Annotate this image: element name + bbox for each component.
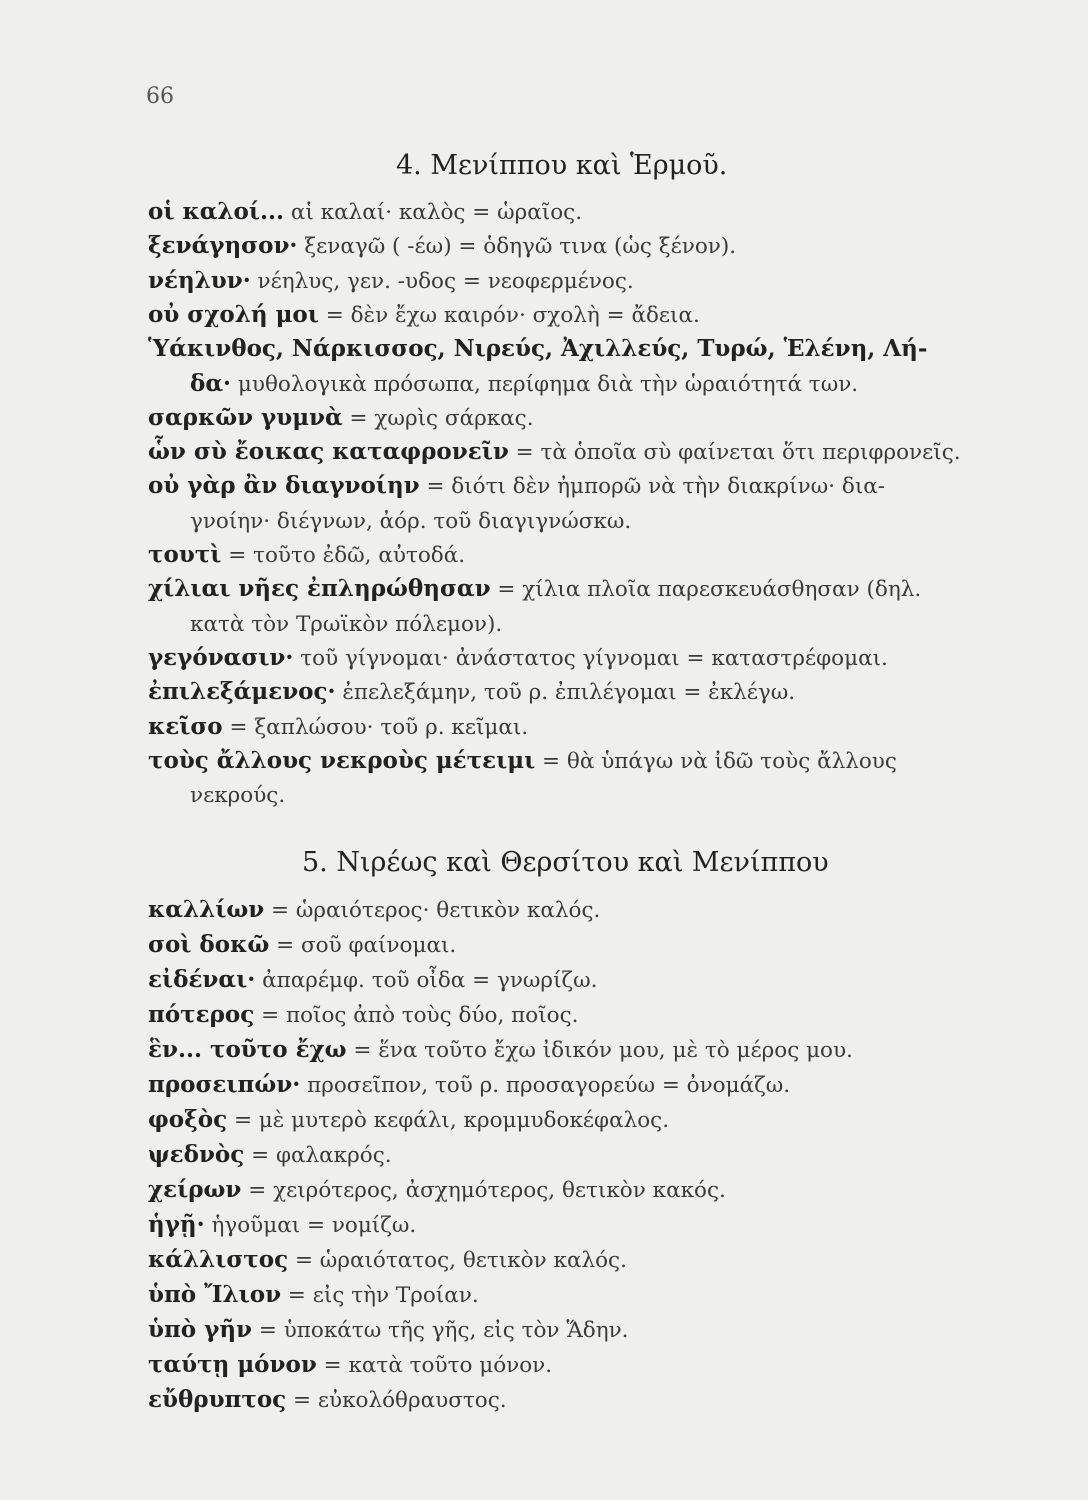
lemma: ἓν... τοῦτο ἔχω: [148, 1036, 347, 1063]
gloss-text: = εἰς τὴν Τροίαν.: [281, 1283, 479, 1308]
gloss-entry: [148, 1388, 507, 1412]
gloss-text: ἀπαρέμφ. τοῦ οἶδα = γνωρίζω.: [255, 968, 598, 993]
gloss-text: = μὲ μυτερὸ κεφάλι, κρομμυδοκέφαλος.: [227, 1108, 670, 1133]
gloss-entry: [148, 1353, 552, 1377]
lemma: γεγόνασιν·: [148, 643, 294, 671]
gloss-text: νέηλυς, γεν. -υδος = νεοφερμένος.: [250, 268, 634, 294]
gloss-entry: [148, 337, 927, 361]
gloss-entry: [148, 543, 465, 567]
lemma: φοξὸς: [148, 1106, 228, 1133]
gloss-entry: [148, 712, 529, 740]
gloss-entry: [190, 783, 285, 807]
gloss-text: = φαλακρός.: [244, 1143, 392, 1168]
gloss-text: = εὐκολόθραυστος.: [286, 1388, 507, 1413]
section-title: 5. Νιρέως καὶ Θερσίτου καὶ Μενίππου: [302, 847, 829, 878]
gloss-entry: [148, 1003, 578, 1027]
gloss-text: = ἕνα τοῦτο ἔχω ἰδικόν μου, μὲ τὸ μέρος μου.: [346, 1038, 853, 1063]
gloss-entry: [148, 266, 634, 294]
gloss-text: = ὑποκάτω τῆς γῆς, εἰς τὸν Ἅδην.: [252, 1318, 629, 1343]
gloss-entry: [148, 1213, 416, 1237]
gloss-entry: [148, 1248, 627, 1272]
gloss-entry: [148, 1318, 628, 1342]
gloss-entry: [148, 474, 885, 498]
gloss-text: = ξαπλώσου· τοῦ ρ. κεῖμαι.: [222, 714, 529, 740]
gloss-entry: [190, 612, 502, 636]
gloss-text: = χίλια πλοῖα παρεσκευάσθησαν (δηλ.: [490, 577, 922, 603]
gloss-entry: [148, 403, 534, 431]
page-number: 66: [146, 84, 174, 109]
gloss-entry: [148, 968, 598, 992]
lemma: χείρων: [148, 1176, 242, 1203]
gloss-text: = τὰ ὁποῖα σὺ φαίνεται ὅτι περιφρονεῖς.: [508, 440, 961, 466]
lemma: οὐ σχολή μοι: [148, 300, 319, 328]
gloss-text: προσεῖπον, τοῦ ρ. προσαγορεύω = ὀνομάζω.: [300, 1073, 791, 1098]
section-title: 4. Μενίππου καὶ Ἑρμοῦ.: [396, 150, 728, 181]
gloss-text: ξεναγῶ ( -έω) = ὁδηγῶ τινα (ὡς ξένον).: [297, 234, 737, 260]
lemma: τουτὶ: [148, 541, 222, 568]
gloss-entry: [148, 200, 582, 224]
gloss-text: = ὡραιότερος· θετικὸν καλός.: [264, 898, 601, 923]
gloss-text: = χωρὶς σάρκας.: [342, 405, 534, 431]
gloss-text: γνοίην· διέγνων, ἀόρ. τοῦ διαγιγνώσκω.: [190, 508, 632, 534]
lemma: προσειπών·: [148, 1071, 301, 1098]
lemma: οἱ καλοί...: [148, 198, 285, 225]
gloss-entry: [148, 440, 961, 464]
lemma: ψεδνὸς: [148, 1141, 245, 1168]
lemma: ἡγῇ·: [148, 1211, 205, 1238]
lemma: οὐ γὰρ ἂν διαγνοίην: [148, 472, 420, 500]
gloss-entry: [148, 1073, 790, 1097]
gloss-entry: [148, 898, 600, 922]
lemma: νέηλυν·: [148, 266, 251, 294]
lemma: ἐπιλεξάμενος·: [148, 678, 336, 706]
lemma: εὔθρυπτος: [148, 1386, 287, 1413]
lemma: ταύτῃ μόνον: [148, 1351, 317, 1378]
lemma: χίλιαι νῆες ἐπληρώθησαν: [148, 575, 491, 603]
lemma: ὑπὸ Ἴλιον: [148, 1281, 282, 1308]
gloss-entry: [148, 1143, 392, 1167]
gloss-entry: [148, 1038, 853, 1062]
lemma: εἰδέναι·: [148, 966, 256, 993]
gloss-entry: [148, 234, 736, 258]
lemma: σαρκῶν γυμνὰ: [148, 403, 343, 431]
lemma: Ὑάκινθος, Νάρκισσος, Νιρεύς, Ἀχιλλεύς, Τυρώ, Ἑλένη, Λή-: [148, 335, 928, 363]
gloss-text: μυθολογικὰ πρόσωπα, περίφημα διὰ τὴν ὡραιότητά των.: [231, 371, 859, 397]
gloss-entry: [148, 1178, 726, 1202]
gloss-entry: [148, 300, 700, 328]
lemma: καλλίων: [148, 896, 265, 923]
gloss-text: = τοῦτο ἐδῶ, αὐτοδά.: [221, 543, 466, 568]
gloss-entry: [148, 1283, 479, 1307]
gloss-entry: [148, 577, 921, 601]
gloss-entry: [148, 680, 795, 704]
gloss-text: = θὰ ὑπάγω νὰ ἰδῶ τοὺς ἄλλους: [535, 748, 897, 774]
gloss-text: τοῦ γίγνομαι· ἀνάστατος γίγνομαι = καταστρέφομαι.: [293, 645, 888, 671]
gloss-text: κατὰ τὸν Τρωϊκὸν πόλεμον).: [190, 611, 503, 637]
gloss-entry: [190, 509, 631, 533]
gloss-entry: [148, 643, 888, 671]
gloss-text: = ποῖος ἀπὸ τοὺς δύο, ποῖος.: [254, 1003, 579, 1028]
gloss-text: ἡγοῦμαι = νομίζω.: [204, 1213, 417, 1238]
gloss-text: αἱ καλαί· καλὸς = ὡραῖος.: [284, 200, 583, 225]
gloss-text: = χειρότερος, ἀσχημότερος, θετικὸν κακός.: [241, 1178, 726, 1203]
lemma: πότερος: [148, 1001, 255, 1028]
gloss-text: = κατὰ τοῦτο μόνον.: [316, 1353, 553, 1378]
lemma: σοὶ δοκῶ: [148, 931, 270, 958]
lemma: ὑπὸ γῆν: [148, 1316, 253, 1343]
lemma: κεῖσο: [148, 712, 223, 740]
gloss-text: νεκρούς.: [190, 783, 286, 809]
lemma: τοὺς ἄλλους νεκροὺς μέτειμι: [148, 746, 536, 774]
gloss-text: = σοῦ φαίνομαι.: [269, 933, 457, 958]
gloss-text: ἐπελεξάμην, τοῦ ρ. ἐπιλέγομαι = ἐκλέγω.: [335, 680, 796, 706]
gloss-entry: [190, 369, 859, 397]
lemma: δα·: [190, 369, 232, 397]
lemma: κάλλιστος: [148, 1246, 289, 1273]
gloss-entry: [148, 933, 456, 957]
gloss-text: = δὲν ἔχω καιρόν· σχολὴ = ἄδεια.: [318, 302, 700, 328]
lemma: ὧν σὺ ἔοικας καταφρονεῖν: [148, 438, 509, 466]
gloss-text: = διότι δὲν ἠμπορῶ νὰ τὴν διακρίνω· δια-: [419, 474, 886, 500]
gloss-text: = ὡραιότατος, θετικὸν καλός.: [288, 1248, 627, 1273]
gloss-entry: [148, 746, 897, 774]
lemma: ξενάγησον·: [148, 232, 298, 260]
gloss-entry: [148, 1108, 669, 1132]
